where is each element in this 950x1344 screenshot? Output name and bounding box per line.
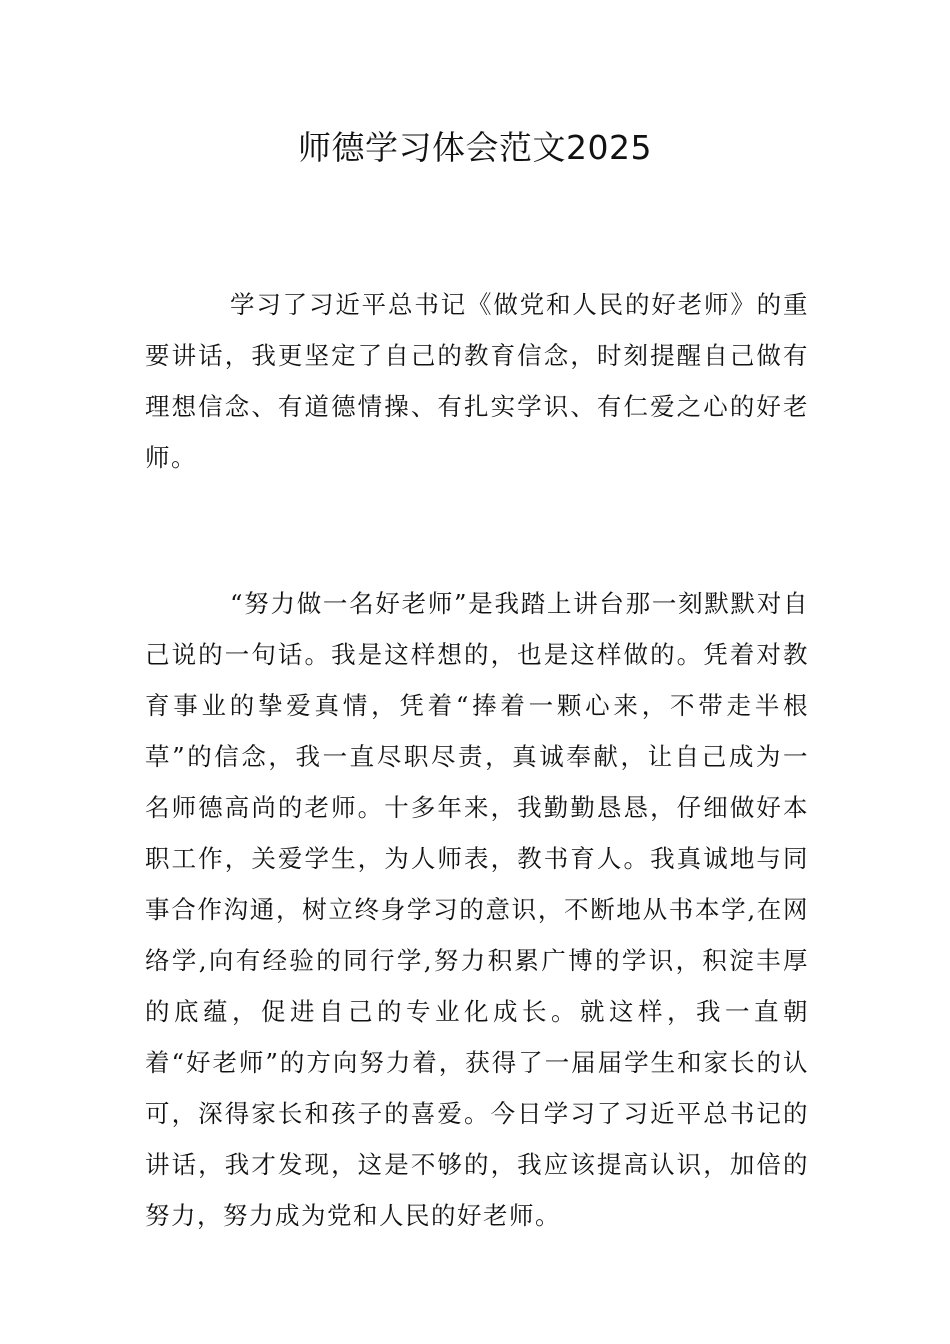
document-title: 师德学习体会范文2025 (298, 128, 652, 167)
paragraph-1: 学习了习近平总书记《做党和人民的好老师》的重要讲话，我更坚定了自己的教育信念，时刻提醒自己做有理想信念、有道德情操、有扎实学识、有仁爱之心的好老师。 (145, 290, 809, 472)
paragraph-2: “努力做一名好老师”是我踏上讲台那一刻默默对自己说的一句话。我是这样想的，也是这样做的。凭着对教育事业的挚爱真情，凭着“捧着一颗心来，不带走半根草”的信念，我一直尽职尽责，真诚奉献，让自己成为一名师德高尚的老师。十多年来，我勤勤恳恳，仔细做好本职工作，关爱学生，为人师表，教书育人。我真诚地与同事合作沟通，树立终身学习的意识，不断地从书本学,在网络学,向有经验的同行学,努力积累广博的学识，积淀丰厚的底蕴，促进自己的专业化成长。就这样，我一直朝着“好老师”的方向努力着，获得了一届届学生和家长的认可，深得家长和孩子的喜爱。今日学习了习近平总书记的讲话，我才发现，这是不够的，我应该提高认识，加倍的努力，努力成为党和人民的好老师。 (145, 589, 809, 1230)
